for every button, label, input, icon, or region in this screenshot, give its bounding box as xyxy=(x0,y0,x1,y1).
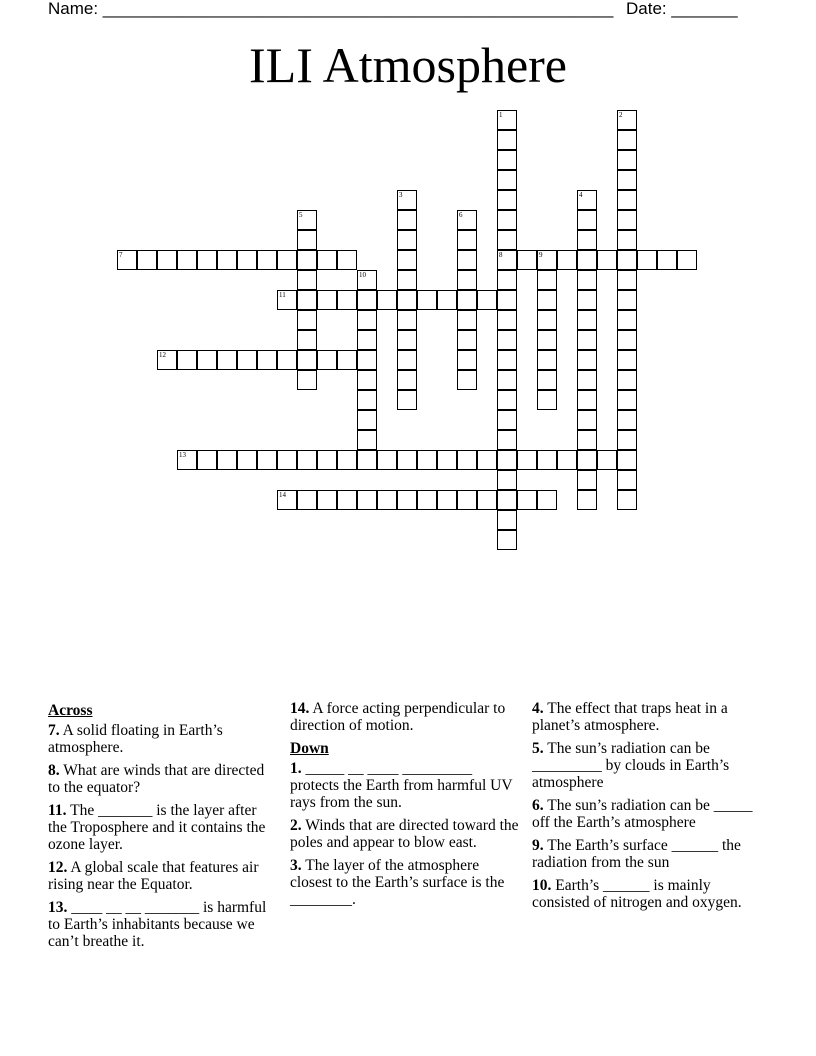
crossword-cell[interactable] xyxy=(577,490,597,510)
crossword-cell[interactable] xyxy=(537,250,557,270)
crossword-cell[interactable] xyxy=(357,290,377,310)
crossword-cell[interactable] xyxy=(197,250,217,270)
crossword-cell[interactable] xyxy=(577,330,597,350)
crossword-cell[interactable] xyxy=(457,230,477,250)
clues-column-1 xyxy=(48,700,270,956)
crossword-cell[interactable] xyxy=(497,430,517,450)
crossword-cell[interactable] xyxy=(497,490,517,510)
crossword-cell[interactable] xyxy=(237,350,257,370)
crossword-cell[interactable] xyxy=(477,490,497,510)
clue-across-11: 11. The _______ is the layer after the Troposphere and it contains the ozone layer. xyxy=(48,802,266,853)
crossword-cell[interactable] xyxy=(317,350,337,370)
crossword-cell[interactable] xyxy=(617,230,637,250)
crossword-cell[interactable] xyxy=(457,210,477,230)
crossword-cell[interactable] xyxy=(237,250,257,270)
crossword-cell[interactable] xyxy=(457,370,477,390)
crossword-cell[interactable] xyxy=(617,370,637,390)
crossword-cell[interactable] xyxy=(537,290,557,310)
crossword-cell[interactable] xyxy=(297,250,317,270)
crossword-cell[interactable] xyxy=(357,370,377,390)
crossword-cell[interactable] xyxy=(617,270,637,290)
cell-number: 2 xyxy=(619,111,623,119)
page-title: ILI Atmosphere xyxy=(249,37,567,93)
crossword-cell[interactable] xyxy=(177,350,197,370)
clue-down-1: 1. _____ __ ____ _________ protects the Earth from harmful UV rays from the sun. xyxy=(290,760,513,811)
crossword-cell[interactable] xyxy=(177,450,197,470)
cell-number: 13 xyxy=(179,451,186,459)
date-field[interactable]: Date: _______ xyxy=(626,0,738,18)
crossword-cell[interactable] xyxy=(397,390,417,410)
crossword-cell[interactable] xyxy=(497,390,517,410)
crossword-cell[interactable] xyxy=(297,450,317,470)
crossword-cell[interactable] xyxy=(297,270,317,290)
clue-down-10: 10. Earth’s ______ is mainly consisted of nitrogen and oxygen. xyxy=(532,877,742,911)
crossword-cell[interactable] xyxy=(537,310,557,330)
crossword-cell[interactable] xyxy=(357,350,377,370)
crossword-cell[interactable] xyxy=(537,330,557,350)
crossword-cell[interactable] xyxy=(317,290,337,310)
crossword-cell[interactable] xyxy=(397,450,417,470)
crossword-cell[interactable] xyxy=(497,250,517,270)
crossword-cell[interactable] xyxy=(397,210,417,230)
crossword-cell[interactable] xyxy=(617,150,637,170)
clue-across-7: 7. A solid floating in Earth’s atmosphere. xyxy=(48,722,223,756)
crossword-cell[interactable] xyxy=(357,310,377,330)
crossword-cell[interactable] xyxy=(617,310,637,330)
crossword-cell[interactable] xyxy=(457,310,477,330)
crossword-cell[interactable] xyxy=(497,330,517,350)
crossword-cell[interactable] xyxy=(357,390,377,410)
crossword-cell[interactable] xyxy=(297,370,317,390)
crossword-cell[interactable] xyxy=(357,430,377,450)
crossword-cell[interactable] xyxy=(577,410,597,430)
crossword-cell[interactable] xyxy=(497,370,517,390)
crossword-cell[interactable] xyxy=(217,250,237,270)
crossword-cell[interactable] xyxy=(377,290,397,310)
crossword-cell[interactable] xyxy=(297,330,317,350)
crossword-cell[interactable] xyxy=(497,170,517,190)
cell-number: 14 xyxy=(279,491,286,499)
crossword-cell[interactable] xyxy=(497,510,517,530)
crossword-cell[interactable] xyxy=(297,350,317,370)
crossword-cell[interactable] xyxy=(577,190,597,210)
crossword-cell[interactable] xyxy=(217,450,237,470)
cell-number: 3 xyxy=(399,191,403,199)
crossword-cell[interactable] xyxy=(357,410,377,430)
crossword-cell[interactable] xyxy=(617,210,637,230)
crossword-cell[interactable] xyxy=(577,370,597,390)
crossword-cell[interactable] xyxy=(337,290,357,310)
crossword-cell[interactable] xyxy=(397,490,417,510)
crossword-cell[interactable] xyxy=(397,250,417,270)
crossword-cell[interactable] xyxy=(437,450,457,470)
crossword-cell[interactable] xyxy=(397,310,417,330)
down-heading: Down xyxy=(290,740,329,757)
crossword-cell[interactable] xyxy=(397,270,417,290)
crossword-cell[interactable] xyxy=(557,450,577,470)
crossword-cell[interactable] xyxy=(217,350,237,370)
clue-across-12: 12. A global scale that features air rising near the Equator. xyxy=(48,859,259,893)
crossword-cell[interactable] xyxy=(497,270,517,290)
crossword-cell[interactable] xyxy=(257,450,277,470)
crossword-cell[interactable] xyxy=(437,290,457,310)
crossword-cell[interactable] xyxy=(497,230,517,250)
crossword-cell[interactable] xyxy=(677,250,697,270)
crossword-cell[interactable] xyxy=(317,250,337,270)
cell-number: 5 xyxy=(299,211,303,219)
clue-across-13: 13. ____ __ __ _______ is harmful to Earth’s inhabitants because we can’t breathe it. xyxy=(48,899,267,950)
crossword-cell[interactable] xyxy=(317,490,337,510)
clue-across-8: 8. What are winds that are directed to the equator? xyxy=(48,762,265,796)
crossword-cell[interactable] xyxy=(397,190,417,210)
crossword-cell[interactable] xyxy=(497,410,517,430)
crossword-cell[interactable] xyxy=(497,190,517,210)
crossword-cell[interactable] xyxy=(617,190,637,210)
crossword-cell[interactable] xyxy=(577,350,597,370)
crossword-cell[interactable] xyxy=(537,450,557,470)
crossword-cell[interactable] xyxy=(457,450,477,470)
crossword-cell[interactable] xyxy=(617,430,637,450)
clue-across-14: 14. A force acting perpendicular to direction of motion. xyxy=(290,700,506,734)
crossword-cell[interactable] xyxy=(277,290,297,310)
crossword-cell[interactable] xyxy=(517,490,537,510)
crossword-cell[interactable] xyxy=(337,250,357,270)
crossword-cell[interactable] xyxy=(617,330,637,350)
crossword-cell[interactable] xyxy=(577,210,597,230)
crossword-cell[interactable] xyxy=(617,290,637,310)
crossword-cell[interactable] xyxy=(177,250,197,270)
crossword-cell[interactable] xyxy=(477,290,497,310)
crossword-cell[interactable] xyxy=(457,250,477,270)
cell-number: 11 xyxy=(279,291,286,299)
crossword-cell[interactable] xyxy=(617,170,637,190)
crossword-cell[interactable] xyxy=(457,330,477,350)
cell-number: 6 xyxy=(459,211,463,219)
crossword-cell[interactable] xyxy=(357,330,377,350)
crossword-cell[interactable] xyxy=(357,490,377,510)
cell-number: 8 xyxy=(499,251,503,259)
crossword-cell[interactable] xyxy=(537,490,557,510)
crossword-cell[interactable] xyxy=(437,490,457,510)
crossword-cell[interactable] xyxy=(157,350,177,370)
crossword-cell[interactable] xyxy=(397,350,417,370)
crossword-cell[interactable] xyxy=(297,290,317,310)
crossword-cell[interactable] xyxy=(577,430,597,450)
crossword-cell[interactable] xyxy=(137,250,157,270)
crossword-cell[interactable] xyxy=(637,250,657,270)
crossword-cell[interactable] xyxy=(577,470,597,490)
crossword-cell[interactable] xyxy=(577,230,597,250)
crossword-cell[interactable] xyxy=(337,350,357,370)
clue-down-9: 9. The Earth’s surface ______ the radiation from the sun xyxy=(532,837,741,871)
crossword-cell[interactable] xyxy=(277,250,297,270)
crossword-cell[interactable] xyxy=(517,250,537,270)
crossword-cell[interactable] xyxy=(577,250,597,270)
crossword-cell[interactable] xyxy=(497,110,517,130)
crossword-cell[interactable] xyxy=(337,490,357,510)
crossword-cell[interactable] xyxy=(497,310,517,330)
crossword-cell[interactable] xyxy=(577,390,597,410)
crossword-cell[interactable] xyxy=(197,350,217,370)
crossword-cell[interactable] xyxy=(297,210,317,230)
crossword-cell[interactable] xyxy=(617,450,637,470)
crossword-cell[interactable] xyxy=(277,490,297,510)
crossword-cell[interactable] xyxy=(297,230,317,250)
crossword-cell[interactable] xyxy=(537,370,557,390)
crossword-cell[interactable] xyxy=(617,490,637,510)
crossword-cell[interactable] xyxy=(417,290,437,310)
crossword-cell[interactable] xyxy=(577,450,597,470)
crossword-cell[interactable] xyxy=(257,250,277,270)
crossword-cell[interactable] xyxy=(497,450,517,470)
crossword-cell[interactable] xyxy=(357,270,377,290)
crossword-cell[interactable] xyxy=(297,490,317,510)
crossword-cell[interactable] xyxy=(397,330,417,350)
crossword-cell[interactable] xyxy=(617,130,637,150)
crossword-cell[interactable] xyxy=(377,450,397,470)
crossword-cell[interactable] xyxy=(617,350,637,370)
crossword-cell[interactable] xyxy=(577,290,597,310)
crossword-cell[interactable] xyxy=(577,310,597,330)
crossword-cell[interactable] xyxy=(497,130,517,150)
crossword-cell[interactable] xyxy=(257,350,277,370)
crossword-cell[interactable] xyxy=(197,450,217,470)
crossword-cell[interactable] xyxy=(397,230,417,250)
crossword-cell[interactable] xyxy=(157,250,177,270)
cell-number: 12 xyxy=(159,351,166,359)
crossword-cell[interactable] xyxy=(377,490,397,510)
crossword-cell[interactable] xyxy=(497,470,517,490)
cell-number: 4 xyxy=(579,191,583,199)
crossword-cell[interactable] xyxy=(557,250,577,270)
crossword-cell[interactable] xyxy=(537,270,557,290)
crossword-cell[interactable] xyxy=(577,270,597,290)
crossword-cell[interactable] xyxy=(417,490,437,510)
crossword-cell[interactable] xyxy=(117,250,137,270)
crossword-cell[interactable] xyxy=(497,210,517,230)
crossword-cell[interactable] xyxy=(397,290,417,310)
crossword-cell[interactable] xyxy=(297,310,317,330)
crossword-cell[interactable] xyxy=(617,110,637,130)
clues-column-3 xyxy=(532,700,768,917)
crossword-cell[interactable] xyxy=(397,370,417,390)
crossword-cell[interactable] xyxy=(357,450,377,470)
clue-down-6: 6. The sun’s radiation can be _____ off the Earth’s atmosphere xyxy=(532,797,753,831)
crossword-cell[interactable] xyxy=(597,250,617,270)
crossword-cell[interactable] xyxy=(337,450,357,470)
crossword-cell[interactable] xyxy=(537,350,557,370)
cell-number: 1 xyxy=(499,111,503,119)
crossword-cell[interactable] xyxy=(617,470,637,490)
crossword-cell[interactable] xyxy=(237,450,257,470)
crossword-cell[interactable] xyxy=(617,250,637,270)
crossword-cell[interactable] xyxy=(497,150,517,170)
crossword-cell[interactable] xyxy=(537,390,557,410)
cell-number: 9 xyxy=(539,251,543,259)
crossword-cell[interactable] xyxy=(497,530,517,550)
crossword-cell[interactable] xyxy=(597,450,617,470)
crossword-cell[interactable] xyxy=(277,350,297,370)
clues-column-2 xyxy=(290,700,522,914)
across-heading: Across xyxy=(48,702,93,719)
crossword-cell[interactable] xyxy=(457,490,477,510)
clue-down-2: 2. Winds that are directed toward the poles and appear to blow east. xyxy=(290,817,519,851)
crossword-cell[interactable] xyxy=(457,270,477,290)
crossword-cell[interactable] xyxy=(417,450,437,470)
crossword-cell[interactable] xyxy=(617,390,637,410)
crossword-cell[interactable] xyxy=(517,450,537,470)
crossword-cell[interactable] xyxy=(457,350,477,370)
crossword-cell[interactable] xyxy=(277,450,297,470)
clue-down-4: 4. The effect that traps heat in a planet’s atmosphere. xyxy=(532,700,728,734)
crossword-cell[interactable] xyxy=(477,450,497,470)
clue-down-3: 3. The layer of the atmosphere closest to the Earth’s surface is the ________. xyxy=(290,857,505,908)
crossword-cell[interactable] xyxy=(497,350,517,370)
clue-down-5: 5. The sun’s radiation can be _________ by clouds in Earth’s atmosphere xyxy=(532,740,730,791)
crossword-cell[interactable] xyxy=(497,290,517,310)
cell-number: 10 xyxy=(359,271,366,279)
crossword-cell[interactable] xyxy=(657,250,677,270)
crossword-cell[interactable] xyxy=(617,410,637,430)
crossword-cell[interactable] xyxy=(317,450,337,470)
crossword-cell[interactable] xyxy=(457,290,477,310)
cell-number: 7 xyxy=(119,251,123,259)
name-field[interactable]: Name: ______________________________________________________ xyxy=(48,0,614,18)
